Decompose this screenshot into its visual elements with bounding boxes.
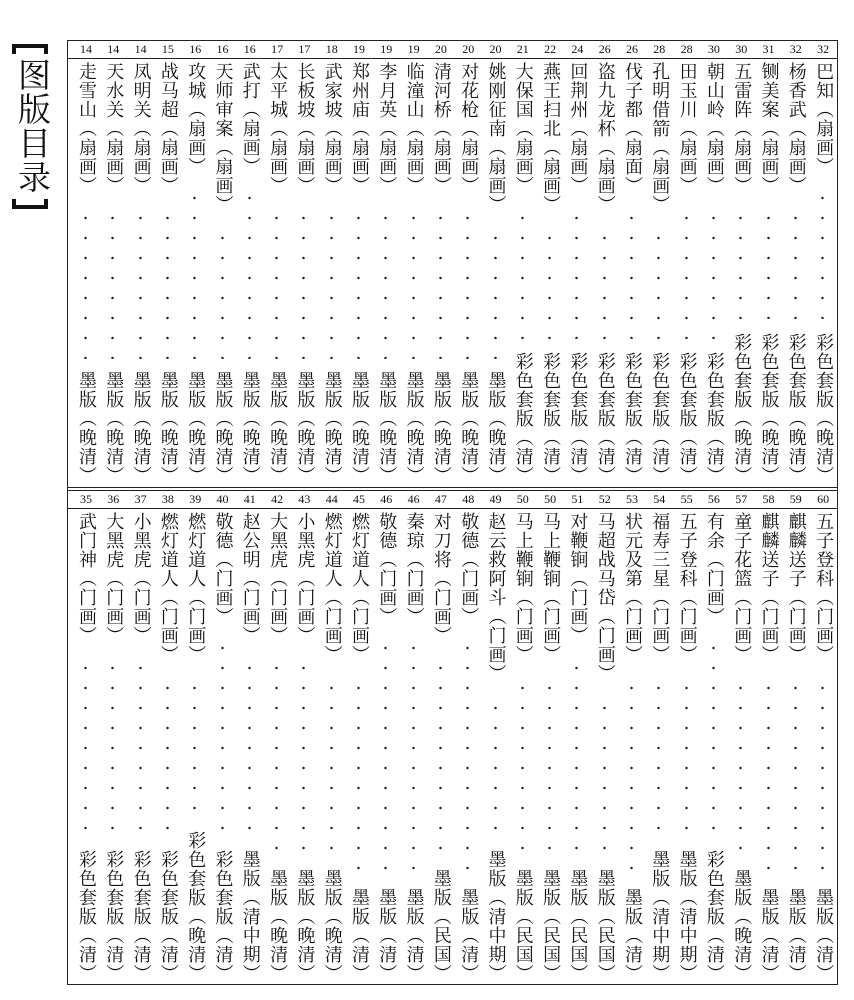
entry-edition: 墨版（晚清）: [212, 371, 234, 485]
page-number: 46: [407, 492, 420, 506]
toc-entry: [619, 490, 645, 985]
entry-edition: 彩色套版（晚清）: [758, 333, 780, 485]
page-number: 35: [80, 492, 92, 506]
entry-edition: 彩色套版（清）: [622, 352, 643, 485]
entry-edition: 彩色套版（清）: [76, 850, 97, 983]
toc-entry: [510, 490, 536, 985]
toc-entry: [373, 490, 399, 985]
entry-title: 马上鞭锏（门画）: [512, 512, 534, 664]
toc-entry: [537, 490, 563, 985]
page-number: 28: [653, 42, 666, 56]
toc-entry: [674, 40, 700, 487]
entry-title: 田玉川（扇画）: [676, 62, 698, 195]
page-number: 47: [434, 492, 447, 506]
entry-edition: 墨版（清中期）: [649, 850, 671, 983]
page-number: 37: [134, 492, 147, 506]
toc-side-title: [6, 44, 56, 209]
leader-dots: [821, 678, 824, 877]
entry-edition: 墨版（晚清）: [430, 371, 452, 485]
page-number: 39: [189, 492, 202, 506]
entry-title: 盗九龙杯（扇画）: [594, 62, 616, 214]
toc-entry: [128, 40, 154, 487]
leader-dots: [630, 208, 633, 339]
toc-entry: [646, 40, 672, 487]
toc-entry: [73, 40, 99, 487]
toc-entry: [100, 490, 126, 985]
leader-dots: [221, 638, 224, 837]
toc-entry: [592, 40, 618, 487]
page-number: 44: [325, 492, 338, 506]
entry-edition: 彩色套版（清）: [703, 352, 725, 485]
entry-title: 攻城（扇画）: [185, 62, 207, 176]
entry-title: 天水关（扇画）: [103, 62, 125, 195]
toc-entry: [483, 490, 509, 985]
entry-title: 燃灯道人（门画）: [321, 512, 343, 664]
entry-edition: 墨版（晚清）: [731, 869, 753, 983]
page-number: 30: [707, 42, 720, 56]
entry-title: 五子登科（门画）: [813, 512, 835, 664]
page-number: 17: [271, 42, 284, 56]
page-number: 59: [789, 492, 802, 506]
entry-edition: 彩色套版（清）: [157, 850, 179, 983]
entry-edition: 墨版（晚清）: [376, 371, 398, 485]
leader-dots: [84, 208, 87, 359]
leader-dots: [685, 208, 688, 339]
entry-edition: 墨版（晚清）: [103, 371, 125, 485]
entry-title: 敬德（门画）: [212, 512, 234, 626]
entry-title: 大黑虎（门画）: [267, 512, 289, 645]
leader-dots: [657, 678, 660, 837]
toc-entry: [237, 40, 263, 487]
toc-entry: [810, 490, 836, 985]
leader-dots: [575, 208, 578, 339]
entry-title: 对花枪（扇画）: [458, 62, 480, 195]
entry-edition: 彩色套版（清）: [212, 850, 234, 983]
toc-entry: [455, 490, 481, 985]
entry-title: 敬德（门画）: [376, 512, 398, 626]
entry-edition: 墨版（晚清）: [294, 869, 316, 983]
entry-edition: 墨版（晚清）: [294, 371, 316, 485]
page-number: 14: [80, 42, 92, 56]
leader-dots: [384, 208, 387, 359]
toc-entry: [401, 40, 427, 487]
page-number: 54: [653, 492, 666, 506]
leader-dots: [466, 638, 469, 877]
page-number: 55: [680, 492, 693, 506]
page-number: 50: [516, 492, 529, 506]
page-number: 19: [407, 42, 420, 56]
entry-edition: 墨版（清）: [622, 888, 643, 983]
toc-entry: [646, 490, 672, 985]
entry-edition: 墨版（晚清）: [321, 869, 343, 983]
toc-entry: [264, 40, 290, 487]
entry-edition: 墨版（晚清）: [485, 371, 507, 485]
title-bracket-top: [12, 44, 48, 54]
toc-entry: [455, 40, 481, 487]
toc-entry: [291, 490, 317, 985]
toc-entry: [291, 40, 317, 487]
leader-dots: [603, 228, 606, 339]
entry-title: 大黑虎（门画）: [103, 512, 125, 645]
toc-entry: [237, 490, 263, 985]
entry-edition: 墨版（晚清）: [349, 371, 370, 485]
entry-title: 姚刚征南（扇画）: [485, 62, 507, 214]
entry-edition: 墨版（民国）: [430, 869, 452, 983]
page-number: 49: [489, 492, 502, 506]
page-number: 31: [762, 42, 775, 56]
page-number: 22: [544, 42, 557, 56]
entry-edition: 墨版（清中期）: [485, 850, 507, 983]
entry-title: 武家坡（扇画）: [321, 62, 343, 195]
leader-dots: [685, 678, 688, 837]
entry-title: 福寿三星（门画）: [649, 512, 671, 664]
toc-entry: [564, 490, 590, 985]
page-number: 21: [516, 42, 529, 56]
leader-dots: [302, 658, 305, 857]
leader-dots: [739, 208, 742, 319]
entry-edition: 彩色套版（晚清）: [185, 831, 207, 983]
entry-edition: 彩色套版（晚清）: [731, 333, 753, 485]
entry-title: 麒麟送子（门画）: [758, 512, 780, 664]
toc-entry: [428, 40, 454, 487]
toc-table: [67, 40, 838, 985]
entry-edition: 彩色套版（清）: [649, 352, 671, 485]
toc-block-top: [68, 40, 837, 487]
leader-dots: [357, 208, 360, 359]
toc-entry: [510, 40, 536, 487]
page-number: 28: [680, 42, 693, 56]
entry-title: 巴知（扇画）: [813, 62, 835, 176]
leader-dots: [712, 638, 715, 837]
page-number: 26: [598, 42, 611, 56]
toc-entry: [783, 490, 809, 985]
entry-edition: 墨版（民国）: [512, 869, 534, 983]
toc-entry: [128, 490, 154, 985]
entry-edition: 彩色套版（清）: [512, 352, 534, 485]
page-number: 45: [353, 492, 365, 506]
page-number: 51: [571, 492, 584, 506]
leader-dots: [494, 698, 497, 837]
entry-title: 童子花篮（门画）: [731, 512, 753, 664]
entry-edition: 彩色套版（晚清）: [785, 333, 807, 485]
toc-entry: [428, 490, 454, 985]
leader-dots: [111, 208, 114, 359]
leader-dots: [330, 678, 333, 857]
toc-entry: [210, 490, 236, 985]
toc-entry: [155, 40, 181, 487]
leader-dots: [521, 208, 524, 339]
entry-edition: 墨版（晚清）: [185, 371, 207, 485]
page-number: 16: [189, 42, 202, 56]
entry-title: 马超战马岱（门画）: [594, 512, 616, 683]
page-number: 14: [107, 42, 120, 56]
entry-title: 杨香武（扇画）: [785, 62, 807, 195]
leader-dots: [739, 678, 742, 857]
leader-dots: [575, 658, 578, 857]
page-number: 32: [789, 42, 802, 56]
toc-entry: [756, 40, 782, 487]
leader-dots: [494, 228, 497, 359]
toc-entry: [346, 490, 372, 985]
entry-edition: 墨版（清中期）: [239, 850, 261, 983]
page-number: 36: [107, 492, 120, 506]
entry-title: 对刀将（门画）: [430, 512, 452, 645]
leader-dots: [767, 208, 770, 319]
leader-dots: [548, 228, 551, 339]
entry-title: 小黑虎（门画）: [294, 512, 316, 645]
leader-dots: [193, 678, 196, 817]
leader-dots: [439, 658, 442, 857]
entry-edition: 彩色套版（晚清）: [813, 333, 835, 485]
entry-edition: 墨版（晚清）: [458, 371, 480, 485]
entry-edition: 彩色套版（清）: [103, 850, 125, 983]
leader-dots: [275, 658, 278, 857]
leader-dots: [330, 208, 333, 359]
leader-dots: [630, 678, 633, 877]
entry-title: 马上鞭锏（门画）: [540, 512, 562, 664]
entry-edition: 墨版（清）: [813, 888, 835, 983]
leader-dots: [302, 208, 305, 359]
leader-dots: [548, 678, 551, 857]
leader-dots: [521, 678, 524, 857]
entry-edition: 墨版（晚清）: [239, 371, 261, 485]
toc-entry: [783, 40, 809, 487]
entry-title: 状元及第（门画）: [622, 512, 643, 664]
page-number: 56: [707, 492, 720, 506]
toc-entry: [674, 490, 700, 985]
entry-edition: 墨版（民国）: [567, 869, 589, 983]
leader-dots: [248, 658, 251, 837]
toc-entry: [483, 40, 509, 487]
page-number: 46: [380, 492, 393, 506]
page-number: 24: [571, 42, 584, 56]
leader-dots: [139, 658, 142, 837]
toc-entry: [73, 490, 99, 985]
toc-entry: [701, 490, 727, 985]
toc-entry: [701, 40, 727, 487]
page-number: 58: [762, 492, 775, 506]
toc-entry: [319, 40, 345, 487]
toc-entry: [319, 490, 345, 985]
toc-entry: [564, 40, 590, 487]
entry-edition: 墨版（晚清）: [267, 371, 289, 485]
toc-entry: [592, 490, 618, 985]
title-bracket-bottom: [12, 199, 48, 209]
entry-edition: 墨版（晚清）: [267, 869, 289, 983]
page-number: 52: [598, 492, 611, 506]
entry-edition: 墨版（清）: [785, 888, 807, 983]
entry-edition: 墨版（清）: [458, 888, 480, 983]
toc-entry: [182, 40, 208, 487]
entry-edition: 墨版（晚清）: [130, 371, 152, 485]
entry-title: 铡美案（扇画）: [758, 62, 780, 195]
leader-dots: [193, 188, 196, 359]
entry-edition: 墨版（清）: [376, 888, 398, 983]
page-number: 60: [817, 492, 830, 506]
entry-edition: 墨版（清中期）: [676, 850, 698, 983]
toc-entry: [537, 40, 563, 487]
page-number: 57: [735, 492, 748, 506]
entry-title: 太平城（扇画）: [267, 62, 289, 195]
toc-entry: [346, 40, 372, 487]
page-number: 14: [134, 42, 147, 56]
leader-dots: [166, 208, 169, 359]
leader-dots: [794, 208, 797, 319]
page-number: 40: [216, 492, 229, 506]
entry-edition: 墨版（清）: [758, 888, 780, 983]
entry-edition: 墨版（清）: [349, 888, 370, 983]
page-number: 17: [298, 42, 311, 56]
entry-title: 秦琼（门画）: [403, 512, 425, 626]
entry-title: 凤明关（扇画）: [130, 62, 152, 195]
entry-title: 赵公明（门画）: [239, 512, 261, 645]
page-number: 16: [243, 42, 256, 56]
entry-title: 李月英（扇画）: [376, 62, 398, 195]
leader-dots: [767, 678, 770, 877]
entry-title: 郑州庙（扇画）: [349, 62, 370, 195]
leader-dots: [657, 228, 660, 339]
entry-title: 有余（门画）: [703, 512, 725, 626]
leader-dots: [821, 188, 824, 319]
entry-title: 五雷阵（扇画）: [731, 62, 753, 195]
leader-dots: [412, 208, 415, 359]
page-number: 30: [735, 42, 748, 56]
entry-title: 大保国（扇画）: [512, 62, 534, 195]
toc-title: 图版目录: [13, 58, 52, 194]
entry-edition: 彩色套版（清）: [540, 352, 562, 485]
toc-entry: [728, 490, 754, 985]
entry-edition: 墨版（民国）: [540, 869, 562, 983]
toc-entry: [728, 40, 754, 487]
toc-entry: [155, 490, 181, 985]
entry-edition: 彩色套版（清）: [130, 850, 152, 983]
entry-title: 敬德（门画）: [458, 512, 480, 626]
toc-entry: [810, 40, 836, 487]
entry-edition: 墨版（晚清）: [157, 371, 179, 485]
leader-dots: [439, 208, 442, 359]
toc-entry: [756, 490, 782, 985]
entry-edition: 墨版（民国）: [594, 869, 616, 983]
toc-entry: [401, 490, 427, 985]
entry-title: 小黑虎（门画）: [130, 512, 152, 645]
entry-edition: 墨版（晚清）: [76, 371, 97, 485]
entry-edition: 墨版（晚清）: [321, 371, 343, 485]
leader-dots: [712, 208, 715, 339]
page-number: 20: [489, 42, 502, 56]
toc-entry: [373, 40, 399, 487]
entry-title: 孔明借箭（扇画）: [649, 62, 671, 214]
entry-title: 伐子都（扇面）: [622, 62, 643, 195]
entry-title: 武打（扇画）: [239, 62, 261, 176]
leader-dots: [248, 188, 251, 359]
toc-entry: [264, 490, 290, 985]
page-number: 15: [161, 42, 174, 56]
leader-dots: [794, 678, 797, 877]
page-number: 43: [298, 492, 311, 506]
toc-row-bottom: [68, 490, 837, 985]
page-number: 32: [817, 42, 830, 56]
page-number: 19: [353, 42, 365, 56]
toc-entry: [619, 40, 645, 487]
entry-edition: 彩色套版（清）: [676, 352, 698, 485]
page-number: 53: [626, 492, 638, 506]
leader-dots: [466, 208, 469, 359]
entry-title: 燃灯道人（门画）: [157, 512, 179, 664]
entry-title: 赵云救阿斗（门画）: [485, 512, 507, 683]
entry-title: 清河桥（扇画）: [430, 62, 452, 195]
entry-title: 天师审案（扇画）: [212, 62, 234, 214]
leader-dots: [84, 658, 87, 837]
entry-edition: 墨版（清）: [403, 888, 425, 983]
entry-title: 长板坡（扇画）: [294, 62, 316, 195]
entry-edition: 彩色套版（清）: [594, 352, 616, 485]
toc-block-bottom: [68, 490, 837, 985]
page-number: 16: [216, 42, 229, 56]
rule-block-divider: [68, 487, 837, 488]
page-number: 19: [380, 42, 393, 56]
entry-title: 五子登科（门画）: [676, 512, 698, 664]
page-number: 20: [434, 42, 447, 56]
entry-title: 麒麟送子（门画）: [785, 512, 807, 664]
entry-title: 武门神（门画）: [76, 512, 97, 645]
entry-title: 临潼山（扇画）: [403, 62, 425, 195]
page-number: 20: [462, 42, 475, 56]
entry-title: 燕王扫北（扇画）: [540, 62, 562, 214]
entry-title: 对鞭锏（门画）: [567, 512, 589, 645]
entry-title: 走雪山（扇画）: [76, 62, 97, 195]
toc-entry: [210, 40, 236, 487]
entry-title: 燃灯道人（门画）: [349, 512, 370, 664]
toc-entry: [100, 40, 126, 487]
leader-dots: [603, 698, 606, 857]
toc-entry: [182, 490, 208, 985]
leader-dots: [221, 228, 224, 359]
page-number: 50: [544, 492, 557, 506]
leader-dots: [412, 638, 415, 877]
entry-title: 战马超（扇画）: [157, 62, 179, 195]
page-number: 26: [626, 42, 638, 56]
entry-title: 燃灯道人（门画）: [185, 512, 207, 664]
leader-dots: [111, 658, 114, 837]
toc-row-top: [68, 40, 837, 487]
page-number: 38: [161, 492, 174, 506]
leader-dots: [384, 638, 387, 877]
leader-dots: [275, 208, 278, 359]
entry-title: 回荆州（扇画）: [567, 62, 589, 195]
leader-dots: [139, 208, 142, 359]
page-number: 42: [271, 492, 284, 506]
entry-edition: 墨版（晚清）: [403, 371, 425, 485]
entry-title: 朝山岭（扇画）: [703, 62, 725, 195]
leader-dots: [357, 678, 360, 877]
entry-edition: 彩色套版（清）: [703, 850, 725, 983]
entry-edition: 彩色套版（清）: [567, 352, 589, 485]
page-number: 18: [325, 42, 338, 56]
leader-dots: [166, 678, 169, 837]
page-number: 48: [462, 492, 475, 506]
page-number: 41: [243, 492, 256, 506]
